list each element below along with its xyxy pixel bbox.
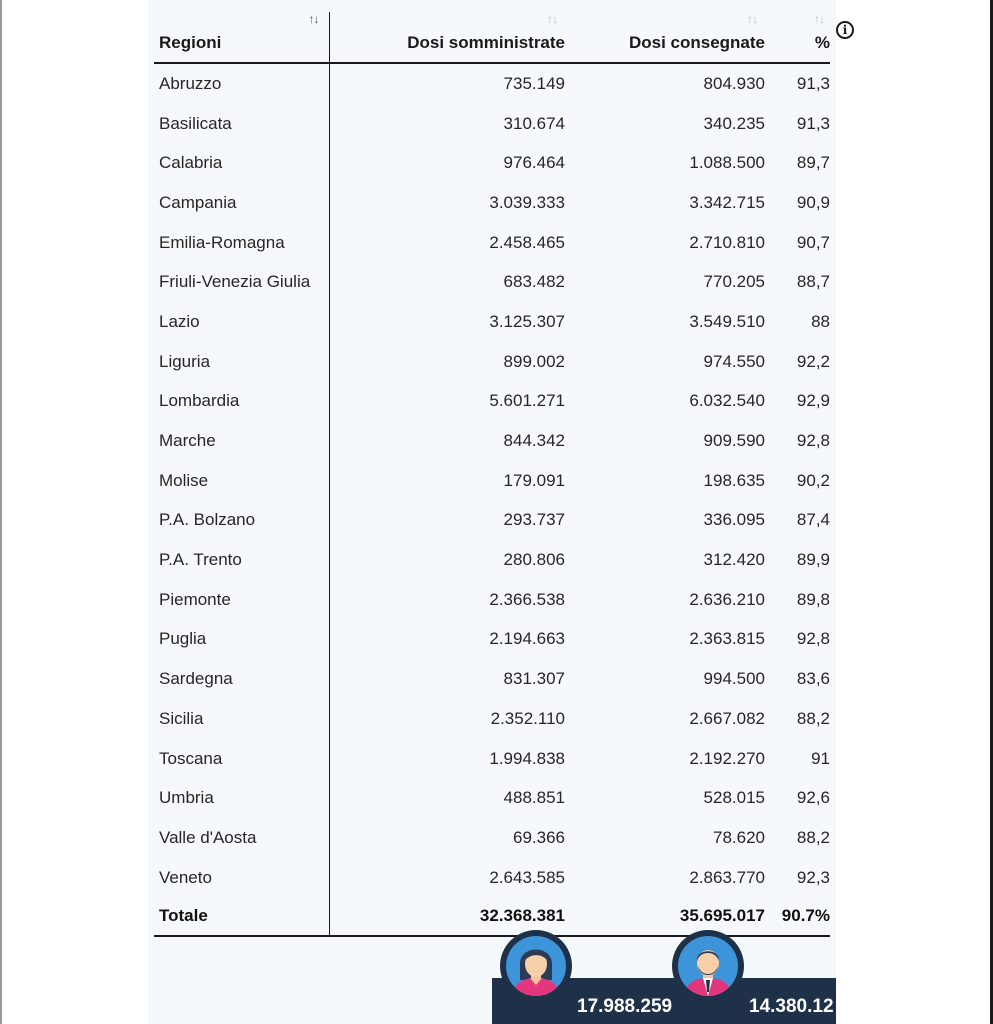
table-row bbox=[154, 63, 830, 104]
doses-delivered: 974.550 bbox=[703, 351, 765, 371]
total-delivered: 35.695.017 bbox=[565, 897, 765, 936]
doses-delivered: 804.930 bbox=[703, 73, 765, 93]
doses-administered: 293.737 bbox=[503, 510, 565, 530]
doses-administered: 899.002 bbox=[503, 351, 565, 371]
column-header-dosi-somministrate[interactable]: Dosi somministrate ↑↓ bbox=[329, 12, 565, 63]
region-name: Toscana bbox=[154, 739, 329, 779]
percent-value: 83,6 bbox=[796, 669, 830, 689]
doses-delivered: 2.363.815 bbox=[689, 629, 765, 649]
doses-administered: 488.851 bbox=[503, 788, 565, 808]
doses-administered: 831.307 bbox=[503, 669, 565, 689]
region-name: Marche bbox=[154, 421, 329, 461]
region-name: Molise bbox=[154, 461, 329, 501]
table-row bbox=[154, 143, 830, 183]
percent-value: 92,8 bbox=[796, 431, 830, 451]
table-row bbox=[154, 104, 830, 144]
percent-value: 90,9 bbox=[796, 192, 830, 212]
region-name: Puglia bbox=[154, 620, 329, 660]
region-name: Campania bbox=[154, 183, 329, 223]
window-left-edge bbox=[0, 0, 2, 1024]
table-row bbox=[154, 382, 830, 422]
doses-administered: 3.039.333 bbox=[489, 192, 565, 212]
table-row bbox=[154, 421, 830, 461]
doses-administered: 2.643.585 bbox=[489, 867, 565, 887]
doses-delivered: 6.032.540 bbox=[689, 391, 765, 411]
doses-administered: 976.464 bbox=[503, 153, 565, 173]
doses-administered: 179.091 bbox=[503, 470, 565, 490]
region-name: Basilicata bbox=[154, 104, 329, 144]
percent-value: 87,4 bbox=[796, 510, 830, 530]
doses-administered: 2.366.538 bbox=[489, 589, 565, 609]
percent-value: 89,7 bbox=[796, 153, 830, 173]
percent-value: 89,9 bbox=[796, 550, 830, 570]
region-name: Piemonte bbox=[154, 580, 329, 620]
region-name: Liguria bbox=[154, 342, 329, 382]
region-name: Abruzzo bbox=[154, 63, 329, 104]
doses-delivered: 78.620 bbox=[713, 827, 765, 847]
table-row bbox=[154, 699, 830, 739]
region-name: Friuli-Venezia Giulia bbox=[154, 262, 329, 302]
region-name: Calabria bbox=[154, 143, 329, 183]
percent-value: 92,2 bbox=[796, 351, 830, 371]
male-avatar-icon bbox=[672, 930, 744, 1002]
table-row bbox=[154, 540, 830, 580]
table-row bbox=[154, 302, 830, 342]
percent-value: 88 bbox=[811, 311, 830, 331]
male-count: 14.380.12 bbox=[749, 996, 834, 1017]
total-percent: 90.7% bbox=[765, 897, 830, 936]
sort-icon[interactable]: ↑↓ bbox=[547, 12, 557, 26]
doses-delivered: 2.192.270 bbox=[689, 748, 765, 768]
total-label: Totale bbox=[154, 897, 329, 936]
doses-administered: 735.149 bbox=[503, 73, 565, 93]
doses-administered: 3.125.307 bbox=[489, 311, 565, 331]
doses-administered: 2.194.663 bbox=[489, 629, 565, 649]
doses-administered: 5.601.271 bbox=[489, 391, 565, 411]
column-header-percent[interactable]: % ↑↓ bbox=[765, 12, 830, 63]
table-row bbox=[154, 223, 830, 263]
doses-administered: 2.352.110 bbox=[490, 708, 565, 728]
percent-value: 91 bbox=[811, 748, 830, 768]
column-header-dosi-consegnate[interactable]: Dosi consegnate ↑↓ bbox=[565, 12, 765, 63]
region-name: Veneto bbox=[154, 858, 329, 898]
doses-delivered: 770.205 bbox=[703, 272, 765, 292]
table-row bbox=[154, 818, 830, 858]
table-row bbox=[154, 461, 830, 501]
doses-delivered: 528.015 bbox=[703, 788, 765, 808]
table-total-row bbox=[154, 897, 830, 936]
table-row bbox=[154, 262, 830, 302]
doses-delivered: 3.342.715 bbox=[689, 192, 765, 212]
table-header-row bbox=[154, 12, 830, 63]
info-icon[interactable]: i bbox=[836, 21, 854, 39]
doses-delivered: 1.088.500 bbox=[689, 153, 765, 173]
doses-administered: 69.366 bbox=[513, 827, 565, 847]
percent-value: 92,8 bbox=[796, 629, 830, 649]
percent-value: 88,7 bbox=[796, 272, 830, 292]
doses-delivered: 336.095 bbox=[703, 510, 765, 530]
table-row bbox=[154, 501, 830, 541]
percent-value: 92,9 bbox=[796, 391, 830, 411]
table-row bbox=[154, 342, 830, 382]
percent-value: 91,3 bbox=[796, 73, 830, 93]
percent-value: 88,2 bbox=[796, 708, 830, 728]
region-name: P.A. Trento bbox=[154, 540, 329, 580]
doses-delivered: 2.710.810 bbox=[689, 232, 765, 252]
table-row bbox=[154, 778, 830, 818]
female-count: 17.988.259 bbox=[577, 996, 673, 1017]
table-row bbox=[154, 739, 830, 779]
doses-administered: 2.458.465 bbox=[489, 232, 565, 252]
total-administered: 32.368.381 bbox=[329, 897, 565, 936]
percent-value: 90,2 bbox=[796, 470, 830, 490]
table-row bbox=[154, 580, 830, 620]
doses-delivered: 312.420 bbox=[703, 550, 765, 570]
doses-delivered: 2.636.210 bbox=[689, 589, 765, 609]
percent-value: 88,2 bbox=[796, 827, 830, 847]
column-header-regioni[interactable]: Regioni ↑↓ bbox=[154, 12, 329, 63]
doses-administered: 683.482 bbox=[503, 272, 565, 292]
doses-delivered: 198.635 bbox=[703, 470, 765, 490]
doses-administered: 310.674 bbox=[503, 113, 565, 133]
percent-value: 90,7 bbox=[796, 232, 830, 252]
doses-administered: 844.342 bbox=[503, 431, 565, 451]
sort-icon[interactable]: ↑↓ bbox=[814, 12, 824, 26]
doses-delivered: 909.590 bbox=[703, 431, 765, 451]
doses-delivered: 2.863.770 bbox=[689, 867, 765, 887]
doses-administered: 280.806 bbox=[503, 550, 565, 570]
region-name: P.A. Bolzano bbox=[154, 501, 329, 541]
doses-delivered: 2.667.082 bbox=[689, 708, 765, 728]
female-avatar-icon bbox=[500, 930, 572, 1002]
region-name: Sardegna bbox=[154, 659, 329, 699]
vaccine-doses-table bbox=[154, 12, 830, 937]
table-row bbox=[154, 183, 830, 223]
doses-delivered: 3.549.510 bbox=[689, 311, 765, 331]
percent-value: 92,6 bbox=[796, 788, 830, 808]
region-name: Emilia-Romagna bbox=[154, 223, 329, 263]
sort-icon[interactable]: ↑↓ bbox=[308, 12, 319, 26]
table-row bbox=[154, 659, 830, 699]
doses-delivered: 994.500 bbox=[703, 669, 765, 689]
doses-administered: 1.994.838 bbox=[489, 748, 565, 768]
percent-value: 91,3 bbox=[796, 113, 830, 133]
region-name: Sicilia bbox=[154, 699, 329, 739]
table-row bbox=[154, 858, 830, 898]
region-name: Umbria bbox=[154, 778, 329, 818]
percent-value: 92,3 bbox=[796, 867, 830, 887]
region-name: Valle d'Aosta bbox=[154, 818, 329, 858]
region-name: Lombardia bbox=[154, 382, 329, 422]
region-name: Lazio bbox=[154, 302, 329, 342]
sort-icon[interactable]: ↑↓ bbox=[747, 12, 757, 26]
percent-value: 89,8 bbox=[796, 589, 830, 609]
table-row bbox=[154, 620, 830, 660]
doses-delivered: 340.235 bbox=[703, 113, 765, 133]
